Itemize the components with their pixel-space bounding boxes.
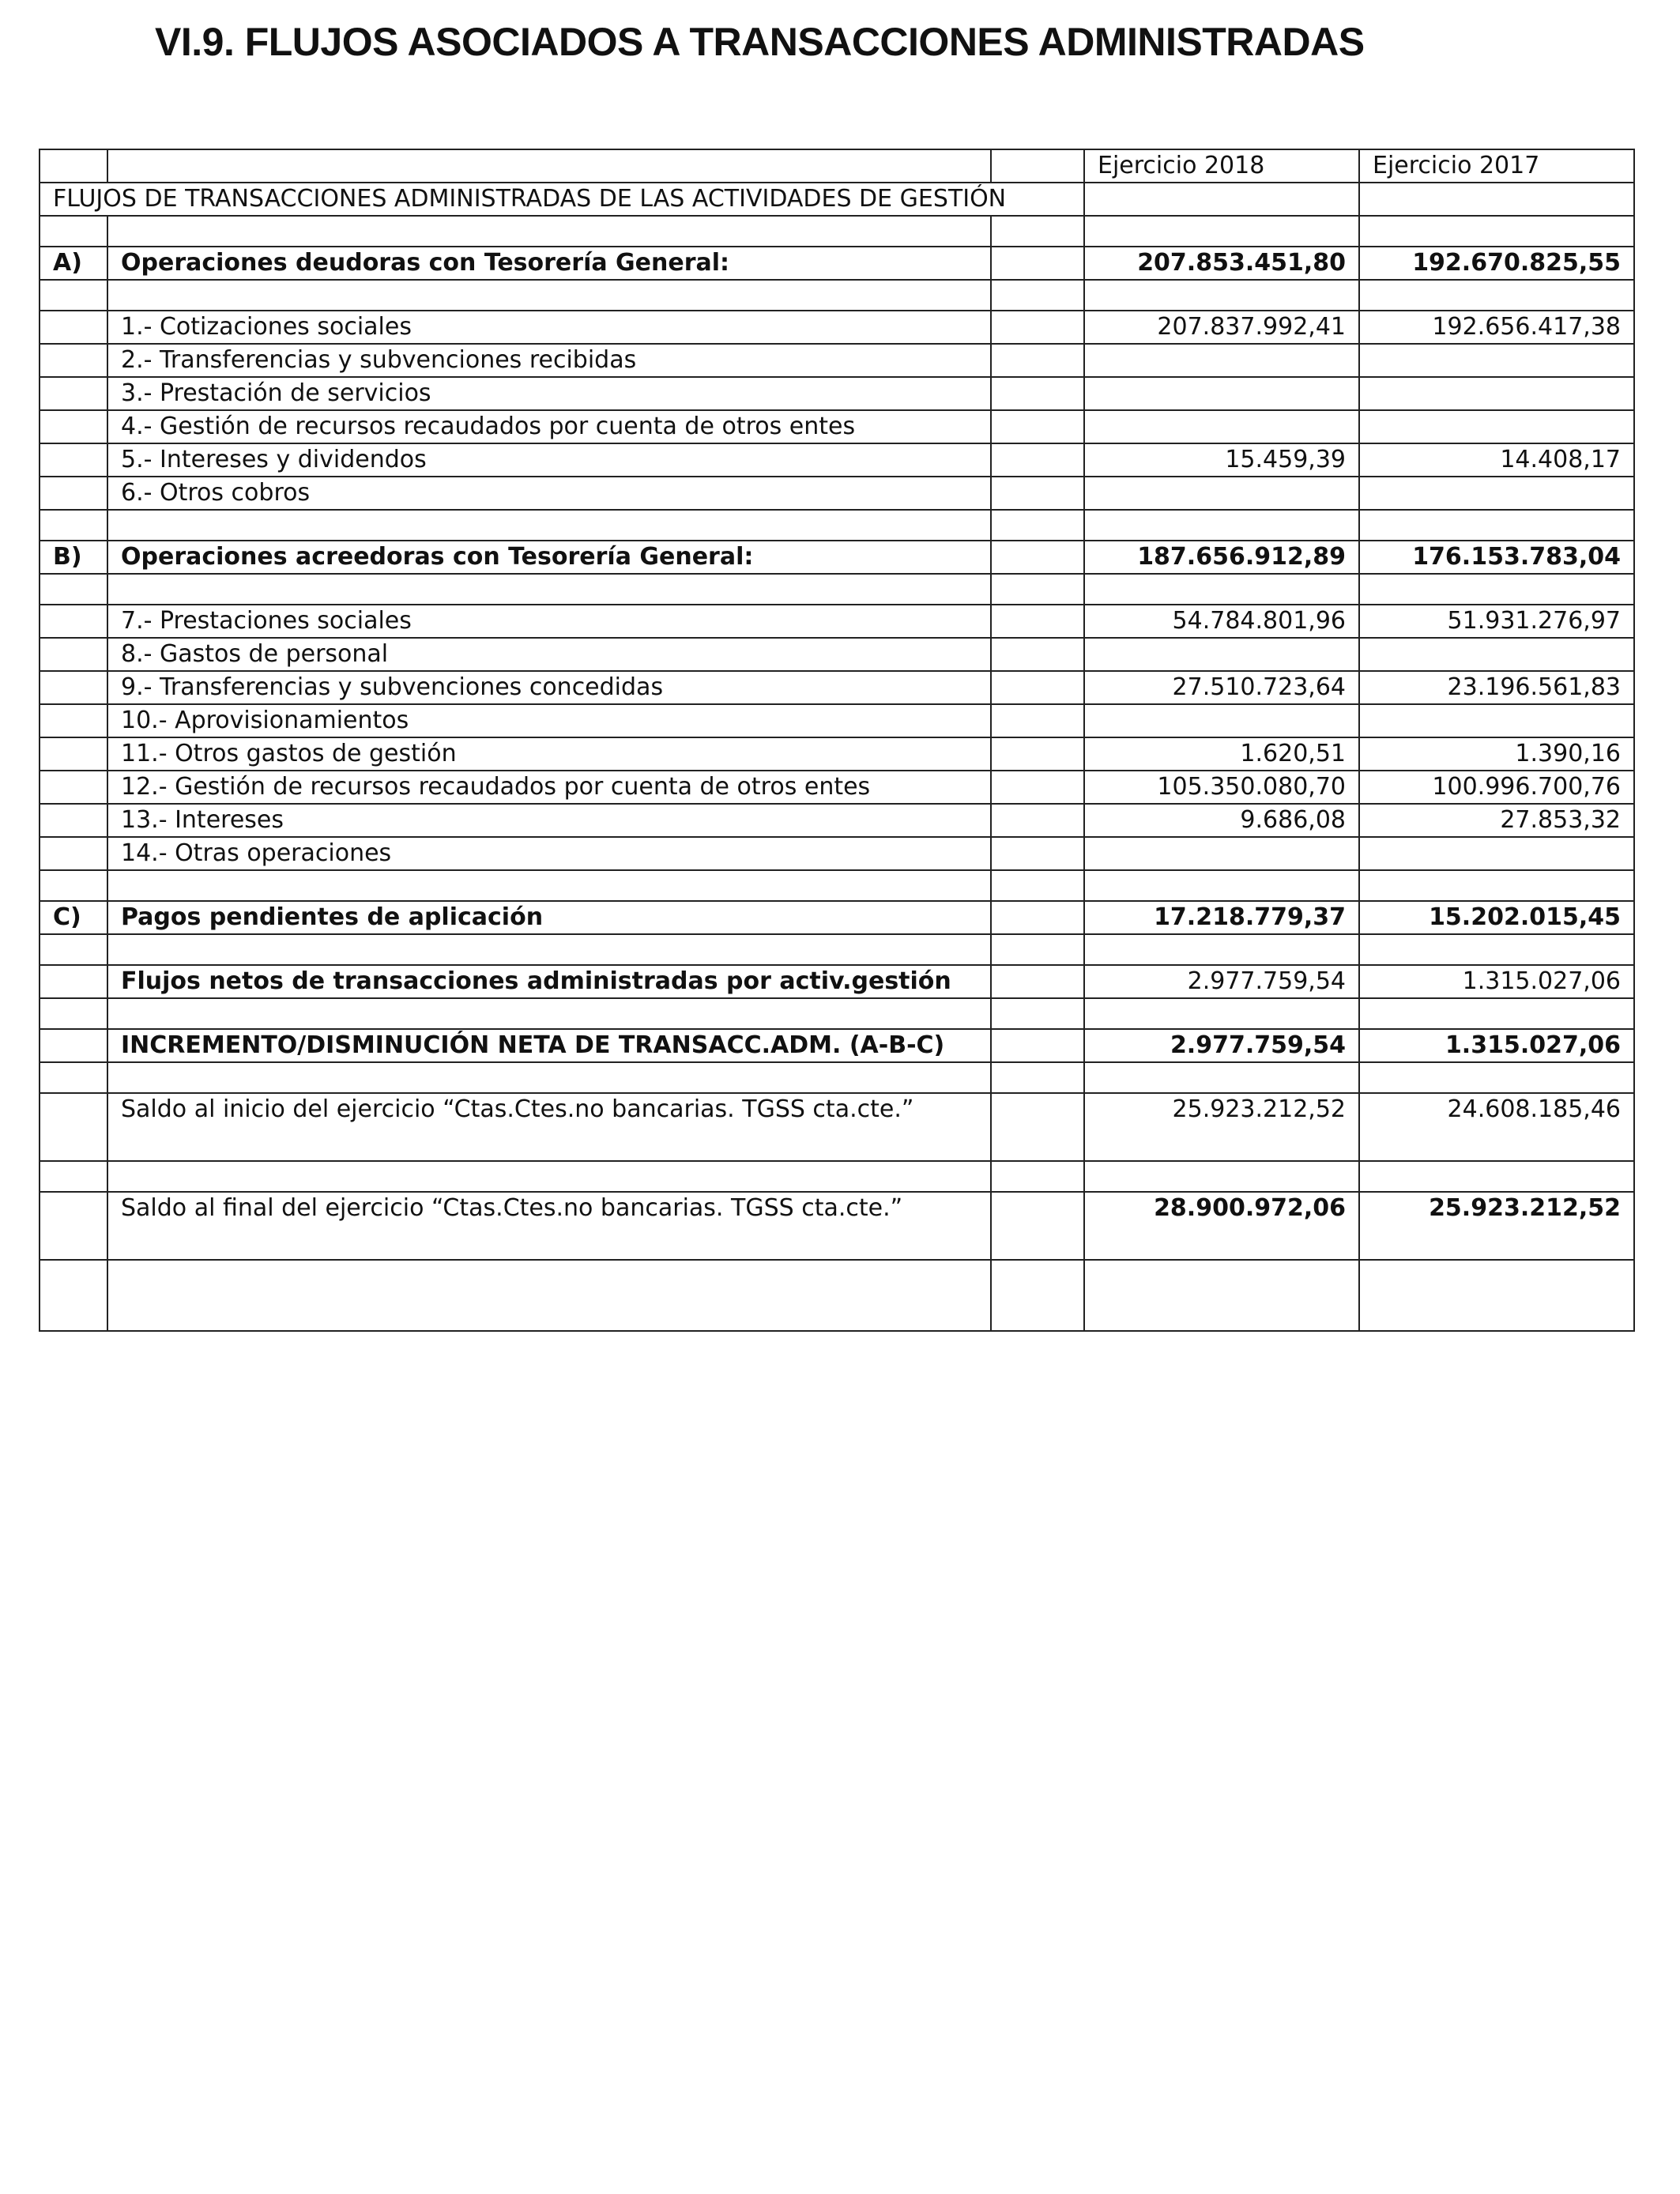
row-note (991, 934, 1084, 965)
empty-cell (1084, 1161, 1359, 1192)
blank-row (40, 216, 1634, 247)
table-row (40, 311, 1634, 344)
table-row (40, 443, 1634, 477)
row-value-2018: 2.977.759,54 (1084, 965, 1359, 998)
row-letter (40, 1192, 107, 1260)
row-value-2017 (1359, 410, 1634, 443)
row-letter (40, 605, 107, 638)
empty-cell (991, 1260, 1084, 1331)
row-value-2017 (1359, 998, 1634, 1029)
row-value-2017: 192.656.417,38 (1359, 311, 1634, 344)
row-value-2018 (1084, 377, 1359, 410)
blank-row (40, 870, 1634, 901)
row-value-2018 (1084, 280, 1359, 311)
row-value-2018 (1084, 216, 1359, 247)
table-row (40, 671, 1634, 704)
row-concept (107, 510, 991, 541)
row-letter (40, 216, 107, 247)
row-note (991, 574, 1084, 605)
flows-table-body (40, 149, 1634, 1331)
row-value-2018: 1.620,51 (1084, 737, 1359, 771)
row-value-2017 (1359, 477, 1634, 510)
row-concept (107, 574, 991, 605)
row-letter (40, 771, 107, 804)
table-row (40, 377, 1634, 410)
empty-cell (107, 149, 991, 183)
section-header-row (40, 183, 1634, 216)
row-letter (40, 998, 107, 1029)
table-row (40, 247, 1634, 280)
table-row (40, 1029, 1634, 1062)
row-letter (40, 837, 107, 870)
row-note (991, 280, 1084, 311)
row-letter (40, 1029, 107, 1062)
row-value-2017: 192.670.825,55 (1359, 247, 1634, 280)
row-concept (107, 870, 991, 901)
empty-cell (991, 149, 1084, 183)
row-value-2018: 27.510.723,64 (1084, 671, 1359, 704)
saldo-inicio-2017: 24.608.185,46 (1359, 1093, 1634, 1161)
row-concept: 7.- Prestaciones sociales (107, 605, 991, 638)
saldo-final-2018: 28.900.972,06 (1084, 1192, 1359, 1260)
row-concept: 14.- Otras operaciones (107, 837, 991, 870)
row-note (991, 510, 1084, 541)
row-note (991, 605, 1084, 638)
row-note (991, 998, 1084, 1029)
row-letter (40, 280, 107, 311)
blank-row (40, 1161, 1634, 1192)
row-letter (40, 737, 107, 771)
row-concept: Operaciones acreedoras con Tesorería General: (107, 541, 991, 574)
blank-row (40, 1260, 1634, 1331)
row-note (991, 1093, 1084, 1161)
row-letter (40, 1062, 107, 1093)
blank-row (40, 998, 1634, 1029)
row-concept: 2.- Transferencias y subvenciones recibidas (107, 344, 991, 377)
table-row (40, 704, 1634, 737)
row-value-2017 (1359, 870, 1634, 901)
saldo-inicio-concept: Saldo al inicio del ejercicio “Ctas.Ctes.no bancarias. TGSS cta.cte.” (107, 1093, 991, 1161)
row-note (991, 737, 1084, 771)
row-concept: 6.- Otros cobros (107, 477, 991, 510)
row-letter (40, 965, 107, 998)
row-note (991, 704, 1084, 737)
row-value-2017: 1.315.027,06 (1359, 1029, 1634, 1062)
row-value-2017: 27.853,32 (1359, 804, 1634, 837)
row-value-2018 (1084, 574, 1359, 605)
row-value-2018 (1084, 510, 1359, 541)
row-note (991, 410, 1084, 443)
empty-cell (1359, 1260, 1634, 1331)
table-row (40, 737, 1634, 771)
row-concept: 4.- Gestión de recursos recaudados por cuenta de otros entes (107, 410, 991, 443)
empty-cell (107, 1260, 991, 1331)
row-concept: 9.- Transferencias y subvenciones concedidas (107, 671, 991, 704)
row-concept: 3.- Prestación de servicios (107, 377, 991, 410)
row-letter (40, 443, 107, 477)
row-note (991, 965, 1084, 998)
table-row (40, 344, 1634, 377)
row-letter (40, 510, 107, 541)
row-letter (40, 704, 107, 737)
row-concept: Pagos pendientes de aplicación (107, 901, 991, 934)
blank-row (40, 510, 1634, 541)
row-letter: A) (40, 247, 107, 280)
row-concept: 10.- Aprovisionamientos (107, 704, 991, 737)
table-row (40, 965, 1634, 998)
row-value-2018: 105.350.080,70 (1084, 771, 1359, 804)
table-row (40, 477, 1634, 510)
blank-row (40, 280, 1634, 311)
row-value-2018: 207.837.992,41 (1084, 311, 1359, 344)
empty-cell (1359, 183, 1634, 216)
year-header-row (40, 149, 1634, 183)
row-value-2018 (1084, 344, 1359, 377)
blank-row (40, 574, 1634, 605)
row-concept: 13.- Intereses (107, 804, 991, 837)
empty-cell (991, 1161, 1084, 1192)
row-note (991, 1062, 1084, 1093)
blank-row (40, 1062, 1634, 1093)
row-concept (107, 280, 991, 311)
row-value-2017 (1359, 704, 1634, 737)
row-note (991, 638, 1084, 671)
row-value-2017 (1359, 934, 1634, 965)
row-letter (40, 311, 107, 344)
row-concept: 11.- Otros gastos de gestión (107, 737, 991, 771)
row-value-2017: 23.196.561,83 (1359, 671, 1634, 704)
row-note (991, 311, 1084, 344)
table-row (40, 541, 1634, 574)
row-concept (107, 1062, 991, 1093)
row-concept: Operaciones deudoras con Tesorería General: (107, 247, 991, 280)
row-note (991, 837, 1084, 870)
row-value-2018 (1084, 477, 1359, 510)
empty-cell (40, 1161, 107, 1192)
saldo-final-row (40, 1192, 1634, 1260)
row-value-2018: 2.977.759,54 (1084, 1029, 1359, 1062)
row-note (991, 216, 1084, 247)
row-value-2018: 17.218.779,37 (1084, 901, 1359, 934)
row-value-2018 (1084, 870, 1359, 901)
row-concept: INCREMENTO/DISMINUCIÓN NETA DE TRANSACC.ADM. (A-B-C) (107, 1029, 991, 1062)
row-letter (40, 934, 107, 965)
blank-row (40, 934, 1634, 965)
row-note (991, 477, 1084, 510)
row-note (991, 671, 1084, 704)
row-value-2018 (1084, 1062, 1359, 1093)
table-row (40, 771, 1634, 804)
row-concept (107, 216, 991, 247)
row-letter: B) (40, 541, 107, 574)
empty-cell (1084, 183, 1359, 216)
row-concept: 8.- Gastos de personal (107, 638, 991, 671)
row-value-2018: 15.459,39 (1084, 443, 1359, 477)
year-header-2017: Ejercicio 2017 (1359, 149, 1634, 183)
row-note (991, 1192, 1084, 1260)
table-row (40, 901, 1634, 934)
row-value-2018 (1084, 704, 1359, 737)
row-value-2018: 54.784.801,96 (1084, 605, 1359, 638)
row-value-2018 (1084, 934, 1359, 965)
row-letter (40, 870, 107, 901)
row-note (991, 344, 1084, 377)
row-letter (40, 574, 107, 605)
empty-cell (40, 1260, 107, 1331)
row-note (991, 377, 1084, 410)
row-value-2017: 176.153.783,04 (1359, 541, 1634, 574)
row-letter (40, 1093, 107, 1161)
row-concept (107, 934, 991, 965)
row-value-2017 (1359, 377, 1634, 410)
row-value-2017: 15.202.015,45 (1359, 901, 1634, 934)
row-value-2018 (1084, 410, 1359, 443)
row-value-2017 (1359, 216, 1634, 247)
year-header-2018: Ejercicio 2018 (1084, 149, 1359, 183)
row-letter (40, 410, 107, 443)
row-value-2018 (1084, 998, 1359, 1029)
saldo-final-2017: 25.923.212,52 (1359, 1192, 1634, 1260)
row-value-2017: 1.390,16 (1359, 737, 1634, 771)
row-value-2017 (1359, 837, 1634, 870)
row-concept: 5.- Intereses y dividendos (107, 443, 991, 477)
saldo-inicio-row (40, 1093, 1634, 1161)
row-note (991, 1029, 1084, 1062)
row-value-2017 (1359, 344, 1634, 377)
row-value-2018: 187.656.912,89 (1084, 541, 1359, 574)
row-letter: C) (40, 901, 107, 934)
row-letter (40, 477, 107, 510)
saldo-final-concept: Saldo al final del ejercicio “Ctas.Ctes.no bancarias. TGSS cta.cte.” (107, 1192, 991, 1260)
row-letter (40, 638, 107, 671)
row-value-2017 (1359, 574, 1634, 605)
row-note (991, 247, 1084, 280)
row-concept: 12.- Gestión de recursos recaudados por cuenta de otros entes (107, 771, 991, 804)
table-row (40, 837, 1634, 870)
row-note (991, 541, 1084, 574)
row-concept (107, 998, 991, 1029)
empty-cell (1084, 1260, 1359, 1331)
row-concept: Flujos netos de transacciones administradas por activ.gestión (107, 965, 991, 998)
row-note (991, 443, 1084, 477)
row-value-2017 (1359, 280, 1634, 311)
row-value-2018: 207.853.451,80 (1084, 247, 1359, 280)
flows-table (39, 149, 1635, 1332)
table-row (40, 605, 1634, 638)
table-row (40, 410, 1634, 443)
row-value-2018 (1084, 837, 1359, 870)
page-title: VI.9. FLUJOS ASOCIADOS A TRANSACCIONES ADMINISTRADAS (155, 20, 1365, 64)
empty-cell (1359, 1161, 1634, 1192)
row-note (991, 771, 1084, 804)
table-row (40, 638, 1634, 671)
row-letter (40, 377, 107, 410)
row-value-2017: 14.408,17 (1359, 443, 1634, 477)
section-header: FLUJOS DE TRANSACCIONES ADMINISTRADAS DE LAS ACTIVIDADES DE GESTIÓN (40, 183, 1084, 216)
saldo-inicio-2018: 25.923.212,52 (1084, 1093, 1359, 1161)
row-letter (40, 671, 107, 704)
row-value-2017 (1359, 638, 1634, 671)
row-note (991, 870, 1084, 901)
row-value-2017 (1359, 1062, 1634, 1093)
row-value-2017: 100.996.700,76 (1359, 771, 1634, 804)
table-row (40, 804, 1634, 837)
row-value-2017: 51.931.276,97 (1359, 605, 1634, 638)
row-value-2018: 9.686,08 (1084, 804, 1359, 837)
row-value-2017: 1.315.027,06 (1359, 965, 1634, 998)
row-value-2017 (1359, 510, 1634, 541)
row-note (991, 804, 1084, 837)
row-letter (40, 804, 107, 837)
row-value-2018 (1084, 638, 1359, 671)
empty-cell (40, 149, 107, 183)
row-concept: 1.- Cotizaciones sociales (107, 311, 991, 344)
row-note (991, 901, 1084, 934)
row-letter (40, 344, 107, 377)
empty-cell (107, 1161, 991, 1192)
